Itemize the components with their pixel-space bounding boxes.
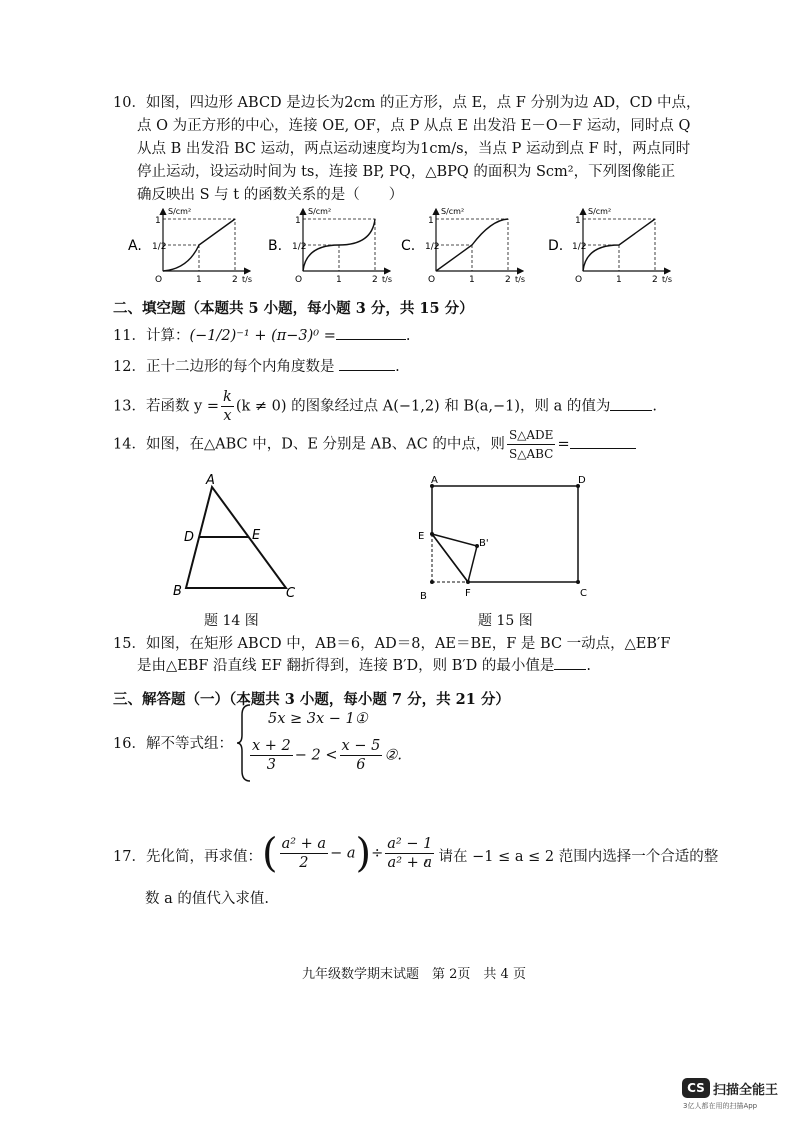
q13 [113, 388, 657, 425]
fig15-label-a: A [431, 475, 438, 486]
q17-suffix: ，请在 −1 ≤ a ≤ 2 范围内选择一个合适的整 [424, 849, 719, 865]
q10-line-1: 10．如图，四边形 ABCD 是边长为2cm 的正方形，点 E，点 F 分别为边 AD，CD 中点， [113, 95, 701, 111]
scanner-app-name: 扫描全能王 [713, 1083, 779, 1098]
option-d-x1: 1 [616, 275, 622, 285]
option-c-label: C. [401, 238, 416, 254]
option-b-label: B. [268, 238, 283, 254]
option-a-origin: O [155, 275, 163, 285]
q16-frac-1-num: x + 2 [252, 738, 291, 754]
fig15-label-f: F [465, 588, 471, 599]
q17-div: ÷ [371, 845, 384, 862]
option-d-tick-one: 1 [575, 216, 581, 226]
q14-answer-blank [570, 434, 636, 449]
fig15-label-e: E [418, 531, 425, 542]
option-b-ylabel: S/cm² [308, 207, 332, 216]
q10-line-5: 确反映出 S 与 t 的函数关系的是（ ） [137, 187, 404, 203]
fig14-label-b: B [173, 584, 182, 599]
q12-answer-blank [339, 356, 395, 371]
q17-frac-2-den: a² + a [387, 855, 433, 871]
q16-frac-1-den: 3 [266, 757, 276, 773]
option-b-x2: 2 [372, 275, 378, 285]
q13-num: k [223, 389, 232, 405]
q13-fraction [221, 388, 234, 425]
q16-prefix: 16．解不等式组： [113, 736, 233, 752]
option-a-xlabel: t/s [242, 275, 252, 284]
figure-15 [415, 472, 600, 607]
q11-prefix: 11．计算： [113, 328, 190, 344]
option-c-x2: 2 [505, 275, 511, 285]
fig15-label-c: C [580, 588, 587, 599]
q10-options [128, 203, 688, 285]
option-d-label: D. [548, 238, 564, 254]
q10-line-2: 点 O 为正方形的中心，连接 OE, OF，点 P 从点 E 出发沿 E－O－F 运动，同时点 Q [137, 118, 691, 134]
q17-line-2: 数 a 的值代入求值. [145, 891, 269, 907]
q15-line-2 [137, 655, 591, 677]
option-d-ylabel: S/cm² [588, 207, 612, 216]
option-d-x2: 2 [652, 275, 658, 285]
q16-ineq-2 [248, 737, 402, 774]
page-footer: 九年级数学期末试题 第 2页 共 4 页 [302, 967, 526, 982]
option-a-label: A. [128, 238, 142, 254]
option-a-ylabel: S/cm² [168, 207, 192, 216]
q17-frac-1 [280, 835, 328, 872]
q15-line-2-text: 是由△EBF 沿直线 EF 翻折得到，连接 B′D，则 B′D 的最小值是 [137, 658, 555, 674]
scanner-logo-icon: CS [682, 1078, 710, 1098]
q13-answer-blank [610, 396, 652, 411]
q17-frac-2-num: a² − 1 [387, 836, 433, 852]
fig14-label-c: C [286, 586, 296, 601]
q13-end: . [652, 398, 658, 415]
q16-frac-2 [340, 737, 383, 774]
option-c-tick-one: 1 [428, 216, 434, 226]
fig14-caption: 题 14 图 [204, 613, 259, 629]
option-d-tick-half: 1/2 [572, 242, 587, 252]
q10-line-3: 从点 B 出发沿 BC 运动，两点运动速度均为1cm/s，当点 P 运动到点 F 时，两点同时 [137, 141, 691, 157]
q14-den: S△ABC [509, 447, 554, 461]
q11-answer-blank [336, 325, 406, 340]
option-b-tick-one: 1 [295, 216, 301, 226]
q15-line-1: 15．如图，在矩形 ABCD 中，AB＝6，AD＝8，AE＝BE，F 是 BC 一动点，△EB′F [113, 636, 671, 652]
option-d-xlabel: t/s [662, 275, 672, 284]
option-c-origin: O [428, 275, 436, 285]
option-a-tick-one: 1 [155, 216, 161, 226]
fig15-label-b: B [420, 591, 427, 602]
option-c-graph [401, 207, 525, 285]
option-c-x1: 1 [469, 275, 475, 285]
q16-frac-1 [250, 737, 293, 774]
q17-paren-close: ) [355, 830, 372, 877]
fig15-label-d: D [578, 475, 586, 486]
q13-suffix: (k ≠ 0) 的图象经过点 A(−1,2) 和 B(a,−1)，则 a 的值为 [235, 398, 611, 415]
q17-frac-1-num: a² + a [281, 836, 327, 852]
q16-ineq-1: 5x ≥ 3x − 1① [268, 711, 368, 727]
option-b-graph [268, 207, 392, 285]
scanner-tagline: 3亿人都在用的扫描App [683, 1102, 758, 1110]
q17-frac-1-den: 2 [299, 855, 309, 871]
option-a-x2: 2 [232, 275, 238, 285]
section-3-title: 三、解答题（一）（本题共 3 小题，每小题 7 分，共 21 分） [113, 691, 510, 708]
option-b-xlabel: t/s [382, 275, 392, 284]
option-c-ylabel: S/cm² [441, 207, 465, 216]
option-a-tick-half: 1/2 [152, 242, 167, 252]
q12 [113, 356, 400, 378]
fig14-label-d: D [184, 530, 195, 545]
section-2-title: 二、填空题（本题共 5 小题，每小题 3 分，共 15 分） [113, 300, 474, 317]
q17-expression [262, 830, 436, 877]
q15-end: . [586, 658, 592, 674]
q11 [113, 325, 411, 347]
q16-mark-2: ② [384, 747, 398, 764]
option-b-tick-half: 1/2 [292, 242, 307, 252]
q14 [113, 426, 636, 463]
q14-fraction [507, 426, 556, 463]
q16-frac-2-den: 6 [356, 757, 366, 773]
fig14-label-a: A [206, 473, 215, 488]
q12-end: . [395, 359, 400, 375]
q11-end: . [405, 328, 411, 344]
q13-prefix: 13．若函数 y = [113, 398, 220, 415]
q15-answer-blank [554, 655, 586, 670]
q10-line-4: 停止运动，设运动时间为 ts，连接 BP, PQ，△BPQ 的面积为 Scm²，下列图像能正 [137, 164, 676, 180]
q14-eq: = [557, 436, 570, 453]
q16-end: . [397, 747, 402, 764]
option-c-xlabel: t/s [515, 275, 525, 284]
option-d-origin: O [575, 275, 583, 285]
fig15-caption: 题 15 图 [478, 613, 533, 629]
q13-den: x [223, 408, 232, 424]
option-d-graph [548, 207, 672, 285]
option-a-graph [128, 207, 252, 285]
option-b-x1: 1 [336, 275, 342, 285]
figure-14 [168, 472, 308, 607]
q11-expr: (−1/2)⁻¹ + (π−3)⁰ = [189, 328, 336, 344]
q17-minus-a: − a [330, 845, 356, 862]
option-a-x1: 1 [196, 275, 202, 285]
q12-text: 12．正十二边形的每个内角度数是 [113, 359, 335, 375]
q17-prefix: 17．先化简，再求值： [113, 849, 262, 865]
q14-prefix: 14．如图，在△ABC 中，D、E 分别是 AB、AC 的中点，则 [113, 436, 505, 453]
option-c-tick-half: 1/2 [425, 242, 440, 252]
q14-num: S△ADE [507, 426, 556, 445]
fig14-label-e: E [252, 528, 261, 543]
q16-frac-2-num: x − 5 [341, 738, 381, 754]
q17-paren-open: ( [262, 830, 278, 877]
option-b-origin: O [295, 275, 303, 285]
fig15-label-bprime: B' [479, 538, 489, 549]
q16-mid: − 2 < [294, 747, 338, 764]
